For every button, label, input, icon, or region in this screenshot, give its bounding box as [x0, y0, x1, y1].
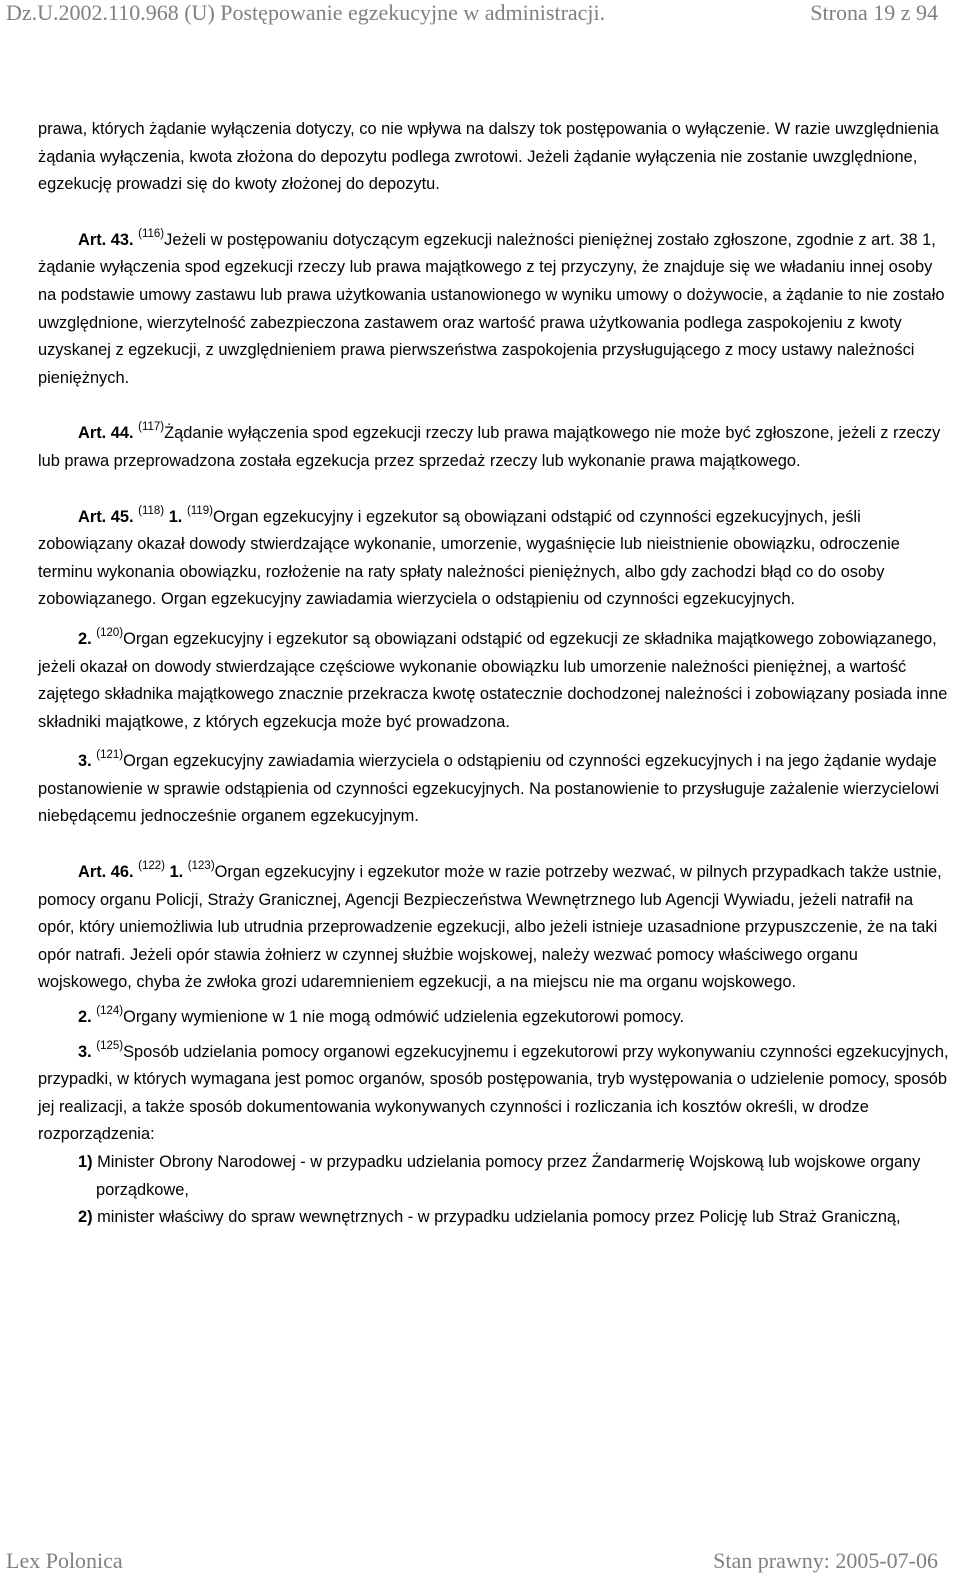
- list-item-text: Minister Obrony Narodowej - w przypadku udzielania pomocy przez Żandarmerię Wojskową lub wojskowe organy porządkowe,: [96, 1153, 921, 1199]
- article-label: Art. 44.: [78, 424, 134, 443]
- article-45-section-2: [38, 626, 950, 736]
- article-46-section-2: [38, 1004, 950, 1032]
- paragraph-continuation: prawa, których żądanie wyłączenia dotyczy, co nie wpływa na dalszy tok postępowania o wyłączenie. W razie uwzględnienia żądania wyłączenia, kwota złożona do depozytu podlega zwrotowi. Jeżeli żądanie wyłączenia nie zostanie uwzględnione, egzekucję prowadzi się do kwoty złożonej do depozytu.: [38, 120, 939, 194]
- article-label: Art. 43.: [78, 230, 134, 249]
- section-label: 2.: [78, 629, 92, 648]
- list-item-text: minister właściwy do spraw wewnętrznych - w przypadku udzielania pomocy przez Policję lub Straż Graniczną,: [97, 1208, 901, 1227]
- list-item: [38, 1149, 950, 1204]
- footnote-ref[interactable]: (120): [96, 626, 124, 639]
- article-43: [38, 227, 950, 393]
- page-header: [0, 0, 960, 28]
- article-45-section-1: [38, 504, 950, 614]
- footnote-ref[interactable]: (124): [96, 1005, 124, 1018]
- article-44: [38, 420, 950, 475]
- footnote-ref[interactable]: (119): [186, 504, 213, 517]
- section-text: Organ egzekucyjny i egzekutor są obowiązani odstąpić od egzekucji ze składnika majątkowego zobowiązanego, jeżeli okazał on dowody stwierdzające częściowe wykonanie obowiązku lub umorzenie należności pieniężnej, a wartość zajętego składnika majątkowego znacznie przekracza kwotę ostatecznie dochodzonej należności i zobowiązany posiada inne składniki majątkowe, z których egzekucja może być prowadzona.: [38, 629, 948, 731]
- section-text: Sposób udzielania pomocy organowi egzekucyjnemu i egzekutorowi przy wykonywaniu czynności egzekucyjnych, przypadki, w których wymagana jest pomoc organów, sposób postępowania, tryb występowania o udzielenie pomocy, sposób jej realizacji, a także sposób dokumentowania wykonywanych czynności i rozliczania ich kosztów określi, w drodze rozporządzenia:: [38, 1042, 949, 1144]
- document-body: [38, 116, 950, 1232]
- section-label: 3.: [78, 1042, 92, 1061]
- list-item-number: 2): [78, 1208, 93, 1227]
- footer-publisher: Lex Polonica: [6, 1548, 123, 1573]
- footnote-ref[interactable]: (123): [187, 860, 215, 873]
- section-text: Organ egzekucyjny i egzekutor może w razie potrzeby wezwać, w pilnych przypadkach także ustnie, pomocy organu Policji, Straży Granicznej, Agencji Bezpieczeństwa Wewnętrznego lub Agencji Wywiadu, jeżeli natrafił na opór, który uniemożliwia lub utrudnia przeprowadzenie egzekucji, albo jeżeli istnieje uzasadnione przypuszczenie, że na taki opór natrafi. Jeżeli opór stawia żołnierz w czynnej służbie wojskowej, należy wezwać pomocy właściwego organu wojskowego, chyba że zwłoka grozi udaremnieniem egzekucji, a na miejscu nie ma organu wojskowego.: [38, 863, 942, 992]
- article-46-section-3: [38, 1039, 950, 1149]
- article-46-section-1: [38, 859, 950, 997]
- section-text: Organ egzekucyjny i egzekutor są obowiązani odstąpić od czynności egzekucyjnych, jeśli zobowiązany okazał dowody stwierdzające wykonanie, umorzenie, wygaśnięcie lub nieistnienie obowiązku, odroczenie terminu wykonania obowiązku, rozłożenie na raty spłaty należności pieniężnych, albo gdy zachodzi błąd co do osoby zobowiązanego. Organ egzekucyjny zawiadamia wierzyciela o odstąpieniu od czynności egzekucyjnych.: [38, 507, 900, 609]
- footnote-ref[interactable]: (121): [96, 749, 124, 762]
- footnote-ref[interactable]: (116): [138, 227, 165, 240]
- list-item-number: 1): [78, 1153, 93, 1171]
- footnote-ref[interactable]: (117): [138, 421, 165, 434]
- footnote-ref[interactable]: (122): [138, 860, 165, 873]
- list-item: [38, 1204, 950, 1232]
- header-document-title: Dz.U.2002.110.968 (U) Postępowanie egzekucyjne w administracji.: [6, 0, 606, 25]
- section-text: Organy wymienione w 1 nie mogą odmówić udzielenia egzekutorowi pomocy.: [123, 1008, 684, 1027]
- section-label: 3.: [78, 752, 92, 771]
- page-footer: [0, 1544, 960, 1576]
- footer-legal-status: Stan prawny: 2005-07-06: [713, 1548, 938, 1573]
- section-label: 1.: [165, 863, 184, 882]
- article-label: Art. 45.: [78, 507, 134, 526]
- article-text: Jeżeli w postępowaniu dotyczącym egzekucji należności pieniężnej zostało zgłoszone, zgodnie z art. 38 1, żądanie wyłączenia spod egzekucji rzeczy lub prawa majątkowego z tej przyczyny, że znajduje się we władaniu innej osoby na podstawie umowy zastawu lub prawa użytkowania ustanowionego w wyniku umowy o dożywocie, a żądanie to nie zostało uwzględnione, wierzytelność zabezpieczona zastawem oraz wartość prawa użytkowania podlega zaspokojeniu z kwoty uzyskanej z egzekucji, z uwzględnieniem prawa pierwszeństwa zaspokojenia przysługującego z mocy ustawy należności pieniężnych.: [38, 230, 945, 387]
- footnote-ref[interactable]: (125): [96, 1039, 124, 1052]
- header-page-number: Strona 19 z 94: [810, 0, 938, 25]
- article-text: Żądanie wyłączenia spod egzekucji rzeczy lub prawa majątkowego nie może być zgłoszone, jeżeli z rzeczy lub prawa przeprowadzona została egzekucja przez sprzedaż rzeczy lub wykonanie prawa majątkowego.: [38, 424, 941, 470]
- article-label: Art. 46.: [78, 863, 134, 882]
- section-text: Organ egzekucyjny zawiadamia wierzyciela o odstąpieniu od czynności egzekucyjnych i na jego żądanie wydaje postanowienie w sprawie odstąpienia od czynności egzekucyjnych. Na postanowienie to przysługuje zażalenie wierzycielowi niebędącemu jednocześnie organem egzekucyjnym.: [38, 752, 940, 826]
- section-label: 2.: [78, 1008, 92, 1027]
- footnote-ref[interactable]: (118): [138, 504, 165, 517]
- article-45-section-3: [38, 748, 950, 831]
- section-label: 1.: [164, 507, 183, 526]
